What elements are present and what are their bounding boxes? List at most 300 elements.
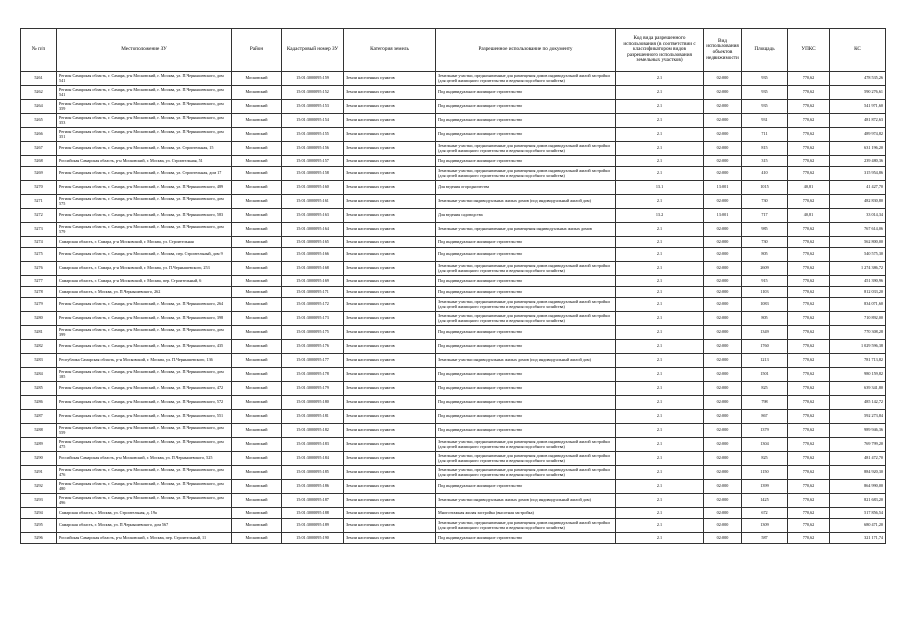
table-cell: Регион Самарская область, г. Самара, р-н Московский, г. Москва, ул. П.Чернышевского, дом 575	[57, 195, 232, 209]
table-cell: Московский	[232, 262, 282, 276]
table-cell: 315 954,86	[830, 167, 886, 181]
table-row	[21, 181, 886, 195]
table-cell: 2.1	[616, 287, 704, 298]
table-cell: 2.1	[616, 466, 704, 480]
table-cell: 770,62	[788, 195, 830, 209]
table-cell: Земли населенных пунктов	[344, 452, 436, 466]
table-cell: 798	[742, 396, 788, 410]
table-header-row	[21, 29, 886, 72]
table-cell: Регион Самарская область, г. Самара, р-н Московский, г. Москва, ул. П.Чернышевского, дом 480	[57, 480, 232, 494]
table-cell: 5286	[21, 396, 57, 410]
table-cell: Регион Самарская область, г. Самара, р-н Московский, г. Москва, ул. П.Чернышевского, дом 359	[57, 100, 232, 114]
table-cell: Земли населенных пунктов	[344, 287, 436, 298]
table-cell: 1425	[742, 494, 788, 508]
table-cell: 5276	[21, 262, 57, 276]
table-cell: Московский	[232, 312, 282, 326]
table-cell: 867	[742, 410, 788, 424]
table-cell: 711	[742, 128, 788, 142]
table-cell: Земли населенных пунктов	[344, 181, 436, 195]
table-row	[21, 410, 886, 424]
table-cell: 5296	[21, 533, 57, 544]
table-cell: 5287	[21, 410, 57, 424]
table-cell: 989 946,36	[830, 424, 886, 438]
table-cell: Под индивидуальное жилищное строительство	[436, 100, 616, 114]
table-cell: 2.1	[616, 519, 704, 533]
table-cell: Московский	[232, 142, 282, 156]
table-cell: 2.1	[616, 100, 704, 114]
table-cell: 1 029 596,38	[830, 340, 886, 354]
table-cell: 15:01:3000095:180	[282, 396, 344, 410]
table-cell: Самарская область, г. Москва, ул. П.Чернышевского, дом 567	[57, 519, 232, 533]
table-cell: 5289	[21, 438, 57, 452]
table-cell: 770,62	[788, 287, 830, 298]
table-cell: Российская Самарская область, р-н Московский, г. Москва, ул. Строительная, 51	[57, 156, 232, 167]
table-cell: Земли населенных пунктов	[344, 86, 436, 100]
table-cell: 02:000	[704, 452, 742, 466]
table-cell: Земли населенных пунктов	[344, 100, 436, 114]
table-cell: Земельные участки, предназначенные для размещения домов индивидуальной жилой застройки (для целей жилищного строительства и ведения подсобного хозяйства)	[436, 466, 616, 480]
table-row	[21, 396, 886, 410]
table-cell: 5278	[21, 287, 57, 298]
table-cell: 2.1	[616, 480, 704, 494]
table-cell: Земельные участки, предназначенные для размещения домов индивидуальной жилой застройки (для целей жилищного строительства и ведения подсобного хозяйства)	[436, 452, 616, 466]
table-cell: 15:01:3000095:161	[282, 195, 344, 209]
table-cell: Московский	[232, 368, 282, 382]
table-row	[21, 276, 886, 287]
table-cell: Московский	[232, 114, 282, 128]
table-cell: Регион Самарская область, г. Самара, р-н Московский, г. Москва, ул. П.Чернышевского, 435	[57, 340, 232, 354]
table-cell: Под индивидуальное жилищное строительство	[436, 368, 616, 382]
table-cell: Земли населенных пунктов	[344, 340, 436, 354]
table-row	[21, 195, 886, 209]
table-cell: Московский	[232, 100, 282, 114]
table-row	[21, 128, 886, 142]
table-cell: 770,62	[788, 167, 830, 181]
table-cell: 2.1	[616, 86, 704, 100]
table-cell: 02:000	[704, 195, 742, 209]
header-cell: Район	[232, 29, 282, 72]
table-cell: Московский	[232, 156, 282, 167]
table-row	[21, 480, 886, 494]
table-cell: Земли населенных пунктов	[344, 466, 436, 480]
table-cell: 15:01:3000095:173	[282, 312, 344, 326]
table-cell: Самарская область, г. Самара, р-н Московский, г. Москва, ул. П.Чернышевского, 253	[57, 262, 232, 276]
table-cell: Земли населенных пунктов	[344, 142, 436, 156]
table-cell: 770,62	[788, 262, 830, 276]
table-cell: 02:000	[704, 142, 742, 156]
table-cell: 02:000	[704, 287, 742, 298]
table-cell: 02:000	[704, 156, 742, 167]
table-cell: Российская Самарская область, р-н Московский, г. Москва, пер. Строительный, 11	[57, 533, 232, 544]
table-cell: 02:000	[704, 410, 742, 424]
table-cell: 5280	[21, 312, 57, 326]
table-cell: 02:000	[704, 276, 742, 287]
table-cell: Регион Самарская область, г. Самара, р-н Московский, г. Москва, ул. П.Чернышевского, дом 541	[57, 86, 232, 100]
table-cell: Московский	[232, 494, 282, 508]
table-row	[21, 354, 886, 368]
table-cell: 478 535,26	[830, 72, 886, 86]
table-cell: Земли населенных пунктов	[344, 248, 436, 262]
table-cell: Земли населенных пунктов	[344, 354, 436, 368]
table-cell: 239 480,36	[830, 156, 886, 167]
table-cell: 935	[742, 100, 788, 114]
table-cell: 540 575,30	[830, 248, 886, 262]
table-cell: 15:01:3000095:172	[282, 298, 344, 312]
table-cell: 770,62	[788, 480, 830, 494]
table-cell: Регион Самарская область, г. Самара, р-н Московский, г. Москва, ул. П.Чернышевского, 472	[57, 382, 232, 396]
table-cell: 5284	[21, 368, 57, 382]
table-cell: Регион Самарская область, г. Самара, р-н Московский, г. Москва, ул. Строительная, дом 17	[57, 167, 232, 181]
table-cell: 40,81	[788, 209, 830, 223]
table-cell: Земли населенных пунктов	[344, 128, 436, 142]
table-cell: 02:000	[704, 248, 742, 262]
table-cell: 02:000	[704, 368, 742, 382]
table-cell: Земли населенных пунктов	[344, 480, 436, 494]
table-cell: 884 920,30	[830, 466, 886, 480]
table-cell: Под индивидуальное жилищное строительство	[436, 533, 616, 544]
table-cell: 770,62	[788, 156, 830, 167]
header-cell: КС	[830, 29, 886, 72]
table-cell: 15:01:3000095:164	[282, 223, 344, 237]
table-cell: 717	[742, 209, 788, 223]
table-cell: Регион Самарская область, г. Самара, р-н Московский, г. Москва, ул. П.Чернышевского, 398	[57, 312, 232, 326]
table-cell: 680 471,20	[830, 519, 886, 533]
table-cell: 781 713,82	[830, 354, 886, 368]
table-cell: 590 276,61	[830, 86, 886, 100]
table-cell: 5281	[21, 326, 57, 340]
table-cell: 2.1	[616, 223, 704, 237]
table-cell: Московский	[232, 326, 282, 340]
table-row	[21, 424, 886, 438]
table-cell: Под индивидуальное жилищное строительство	[436, 424, 616, 438]
table-cell: 639 341,80	[830, 382, 886, 396]
table-cell: Московский	[232, 508, 282, 519]
table-cell: Земли населенных пунктов	[344, 209, 436, 223]
table-cell: 02:000	[704, 114, 742, 128]
table-cell: Земли населенных пунктов	[344, 262, 436, 276]
table-cell: Земельные участки, предназначенные для размещения домов индивидуальной жилой застройки (для целей жилищного строительства и ведения подсобного хозяйства)	[436, 167, 616, 181]
table-cell: Для ведения огородничества	[436, 181, 616, 195]
table-cell: Земельные участки индивидуальных жилых домов (под индивидуальный жилой дом)	[436, 195, 616, 209]
table-cell: Регион Самарская область, г. Самара, р-н Московский, г. Москва, ул. П.Чернышевского, дом 351	[57, 128, 232, 142]
table-cell: 770,62	[788, 340, 830, 354]
table-cell: 02:000	[704, 533, 742, 544]
table-cell: Регион Самарская область, г. Самара, р-н Московский, г. Москва, ул. П.Чернышевского, дом 475	[57, 438, 232, 452]
table-row	[21, 248, 886, 262]
table-cell: 825	[742, 452, 788, 466]
table-cell: 770,62	[788, 237, 830, 248]
table-cell: 2.1	[616, 142, 704, 156]
table-cell: 770,62	[788, 368, 830, 382]
table-cell: Регион Самарская область, г. Самара, р-н Московский, г. Москва, ул. П.Чернышевского, дом 541	[57, 72, 232, 86]
table-cell: 931	[742, 114, 788, 128]
table-cell: 1399	[742, 480, 788, 494]
table-cell: 15:01:3000095:158	[282, 167, 344, 181]
table-cell: 15:01:3000095:163	[282, 209, 344, 223]
table-cell: 481 472,70	[830, 452, 886, 466]
table-cell: 5279	[21, 298, 57, 312]
header-cell: Местоположение ЗУ	[57, 29, 232, 72]
table-cell: 02:000	[704, 340, 742, 354]
table-cell: Московский	[232, 298, 282, 312]
table-cell: 489 974,82	[830, 128, 886, 142]
table-cell: 770,62	[788, 100, 830, 114]
table-cell: 821 683,20	[830, 494, 886, 508]
table-cell: Земельные участки, предназначенные для размещения домов индивидуальной жилой застройки (для целей жилищного строительства и ведения подсобного хозяйства)	[436, 142, 616, 156]
table-cell: 2.1	[616, 382, 704, 396]
table-cell: 2.1	[616, 508, 704, 519]
table-cell: 02:000	[704, 508, 742, 519]
table-cell: 15:01:3000095:183	[282, 438, 344, 452]
table-cell: 5283	[21, 354, 57, 368]
table-cell: 770,62	[788, 114, 830, 128]
table-cell: 485 142,72	[830, 396, 886, 410]
table-cell: Самарская область, г. Самара, р-н Московский, г. Москва, ул. Строительная	[57, 237, 232, 248]
table-cell: 02:000	[704, 237, 742, 248]
table-cell: 5288	[21, 424, 57, 438]
table-cell: 5294	[21, 508, 57, 519]
table-cell: 770,62	[788, 424, 830, 438]
table-cell: 805	[742, 312, 788, 326]
table-cell: 02:000	[704, 519, 742, 533]
table-cell: Регион Самарская область, г. Самара, р-н Московский, г. Москва, ул. П.Чернышевского, дом 579	[57, 223, 232, 237]
table-cell: 2.1	[616, 312, 704, 326]
table-cell: 15:01:3000095:181	[282, 410, 344, 424]
table-cell: 770,62	[788, 438, 830, 452]
table-cell: Московский	[232, 128, 282, 142]
table-cell: 02:000	[704, 480, 742, 494]
table-row	[21, 114, 886, 128]
table-cell: 915	[742, 276, 788, 287]
table-cell: 935	[742, 72, 788, 86]
table-cell: 770,62	[788, 396, 830, 410]
table-row	[21, 237, 886, 248]
table-cell: 02:000	[704, 424, 742, 438]
table-cell: Земельные участки, предназначенные для размещения домов индивидуальной жилой застройки (для целей жилищного строительства и ведения подсобного хозяйства)	[436, 438, 616, 452]
table-cell: 481 872,63	[830, 114, 886, 128]
table-cell: Под индивидуальное жилищное строительство	[436, 114, 616, 128]
table-cell: 2.1	[616, 262, 704, 276]
table-cell: 15:01:3000095:152	[282, 86, 344, 100]
document-page	[20, 28, 885, 544]
table-cell: 562 800,00	[830, 237, 886, 248]
table-cell: Земли населенных пунктов	[344, 237, 436, 248]
table-cell: 770,62	[788, 533, 830, 544]
table-cell: 2.1	[616, 114, 704, 128]
table-cell: Самарская область, г. Москва, ул. П.Чернышевского, 262	[57, 287, 232, 298]
table-cell: 730	[742, 237, 788, 248]
table-cell: 15:01:3000095:182	[282, 424, 344, 438]
table-cell: 15:01:3000095:160	[282, 181, 344, 195]
table-cell: Земли населенных пунктов	[344, 156, 436, 167]
table-cell: Под индивидуальное жилищное строительство	[436, 128, 616, 142]
table-cell: Земельные участки, предназначенные для размещения домов индивидуальной жилой застройки (для целей жилищного строительства и ведения подсобного хозяйства)	[436, 72, 616, 86]
table-cell: Земли населенных пунктов	[344, 72, 436, 86]
table-cell: Московский	[232, 181, 282, 195]
table-cell: 770,62	[788, 326, 830, 340]
table-cell: Земли населенных пунктов	[344, 519, 436, 533]
table-cell: 02:000	[704, 326, 742, 340]
table-cell: Земли населенных пунктов	[344, 368, 436, 382]
table-cell: Под индивидуальное жилищное строительство	[436, 86, 616, 100]
table-cell: Республика Самарская область, р-н Московский, г. Москва, ул. П.Чернышевского, 136	[57, 354, 232, 368]
table-cell: 15:01:3000095:157	[282, 156, 344, 167]
table-cell: 1213	[742, 354, 788, 368]
table-cell: 02:000	[704, 396, 742, 410]
table-cell: Московский	[232, 195, 282, 209]
table-cell: 02:000	[704, 223, 742, 237]
table-cell: 815	[742, 142, 788, 156]
table-cell: 15:01:3000095:184	[282, 452, 344, 466]
table-cell: 2.1	[616, 494, 704, 508]
table-cell: Московский	[232, 237, 282, 248]
table-cell: 5282	[21, 340, 57, 354]
table-cell: Московский	[232, 167, 282, 181]
table-cell: 864 990,00	[830, 480, 886, 494]
table-cell: 5285	[21, 382, 57, 396]
table-cell: 41 427,70	[830, 181, 886, 195]
table-cell: 13:001	[704, 181, 742, 195]
table-cell: 02:000	[704, 466, 742, 480]
table-row	[21, 287, 886, 298]
table-cell: Земли населенных пунктов	[344, 326, 436, 340]
header-cell: УПКС	[788, 29, 830, 72]
table-cell: 730	[742, 195, 788, 209]
table-cell: Московский	[232, 354, 282, 368]
table-row	[21, 142, 886, 156]
table-cell: 02:000	[704, 72, 742, 86]
table-cell: Под индивидуальное жилищное строительство	[436, 287, 616, 298]
table-cell: Московский	[232, 340, 282, 354]
table-row	[21, 72, 886, 86]
table-cell: Регион Самарская область, г. Самара, р-н Московский, г. Москва, ул. П.Чернышевского, дом 353	[57, 114, 232, 128]
table-cell: 02:000	[704, 354, 742, 368]
table-row	[21, 156, 886, 167]
table-cell: Регион Самарская область, г. Самара, р-н Московский, г. Москва, ул. П.Чернышевского, 264	[57, 298, 232, 312]
table-cell: 2.1	[616, 276, 704, 287]
table-cell: 935	[742, 86, 788, 100]
table-cell: Под индивидуальное жилищное строительство	[436, 410, 616, 424]
table-cell: 5271	[21, 195, 57, 209]
table-cell: Регион Самарская область, г. Самара, р-н Московский, г. Москва, ул. П.Чернышевского, 572	[57, 396, 232, 410]
table-cell: 15:01:3000095:186	[282, 480, 344, 494]
table-cell: 770,62	[788, 354, 830, 368]
table-cell: Земельные участки индивидуальных жилых домов (под индивидуальный жилой дом)	[436, 494, 616, 508]
table-cell: Земли населенных пунктов	[344, 494, 436, 508]
table-row	[21, 508, 886, 519]
table-cell: 2609	[742, 262, 788, 276]
table-cell: 5292	[21, 480, 57, 494]
table-cell: 15:01:3000095:176	[282, 340, 344, 354]
table-cell: 770,62	[788, 248, 830, 262]
table-cell: 5264	[21, 100, 57, 114]
table-cell: 5275	[21, 248, 57, 262]
table-cell: Под индивидуальное жилищное строительство	[436, 340, 616, 354]
table-row	[21, 438, 886, 452]
table-cell: Земельные участки индивидуальных жилых домов (под индивидуальный жилой дом)	[436, 354, 616, 368]
table-cell: 770,62	[788, 452, 830, 466]
table-cell: 15:01:3000095:185	[282, 466, 344, 480]
table-cell: 15:01:3000095:189	[282, 519, 344, 533]
table-cell: 40,81	[788, 181, 830, 195]
table-cell: 1103	[742, 287, 788, 298]
table-body	[21, 72, 886, 544]
table-cell: Регион Самарская область, г. Самара, р-н Московский, г. Москва, ул. П.Чернышевского, дом 185	[57, 368, 232, 382]
table-cell: 02:000	[704, 128, 742, 142]
table-cell: 13:001	[704, 209, 742, 223]
table-cell: Московский	[232, 276, 282, 287]
table-cell: Московский	[232, 519, 282, 533]
table-cell: Московский	[232, 424, 282, 438]
table-cell: Московский	[232, 533, 282, 544]
table-row	[21, 326, 886, 340]
header-cell: Разрешенное использование по документу	[436, 29, 616, 72]
table-cell: Земли населенных пунктов	[344, 276, 436, 287]
table-cell: Регион Самарская область, г. Самара, р-н Московский, г. Москва, ул. П.Чернышевского, дом 476	[57, 466, 232, 480]
table-cell: 770,62	[788, 298, 830, 312]
table-cell: 2.1	[616, 354, 704, 368]
table-row	[21, 533, 886, 544]
table-cell: Регион Самарская область, г. Самара, р-н Московский, г. Москва, ул. П.Чернышевского, дом 399	[57, 326, 232, 340]
table-cell: Московский	[232, 396, 282, 410]
table-cell: 13.1	[616, 181, 704, 195]
header-cell: Площадь	[742, 29, 788, 72]
table-cell: 5290	[21, 452, 57, 466]
table-cell: 5265	[21, 114, 57, 128]
table-cell: 770,62	[788, 410, 830, 424]
table-cell: 33 014,34	[830, 209, 886, 223]
table-cell: 2.1	[616, 340, 704, 354]
table-cell: 5291	[21, 466, 57, 480]
table-cell: Регион Самарская область, г. Самара, р-н Московский, г. Москва, пер. Строительный, дом 9	[57, 248, 232, 262]
table-cell: 770,62	[788, 72, 830, 86]
table-cell: 770,62	[788, 466, 830, 480]
table-cell: Земли населенных пунктов	[344, 312, 436, 326]
table-cell: 02:000	[704, 438, 742, 452]
table-cell: Регион Самарская область, г. Самара, р-н Московский, г. Москва, ул. П.Чернышевского, дом 559	[57, 424, 232, 438]
table-cell: 1501	[742, 368, 788, 382]
table-cell: 15:01:3000095:169	[282, 276, 344, 287]
table-cell: 631 196,20	[830, 142, 886, 156]
header-cell: Кадастровый номер ЗУ	[282, 29, 344, 72]
table-cell: 770,62	[788, 494, 830, 508]
table-cell: 980 159,82	[830, 368, 886, 382]
table-cell: 315	[742, 156, 788, 167]
header-cell: Вид использования объектов недвижимости	[704, 29, 742, 72]
table-cell: Самарская область, г. Самара, р-н Московский, г. Москва, пер. Строительный, 6	[57, 276, 232, 287]
table-cell: 13.2	[616, 209, 704, 223]
table-row	[21, 466, 886, 480]
table-cell: 2.1	[616, 72, 704, 86]
table-cell: Регион Самарская область, г. Самара, р-н Московский, г. Москва, ул. П.Чернышевского, 551	[57, 410, 232, 424]
table-cell: 5277	[21, 276, 57, 287]
table-cell: 2.1	[616, 396, 704, 410]
table-cell: 1015	[742, 181, 788, 195]
table-cell: 02:000	[704, 167, 742, 181]
table-cell: 5269	[21, 167, 57, 181]
table-cell: 2.1	[616, 410, 704, 424]
table-cell: 1379	[742, 424, 788, 438]
table-cell: 1150	[742, 466, 788, 480]
table-cell: 5295	[21, 519, 57, 533]
table-cell: Земли населенных пунктов	[344, 424, 436, 438]
table-cell: Под индивидуальное жилищное строительство	[436, 382, 616, 396]
table-cell: Земли населенных пунктов	[344, 223, 436, 237]
table-cell: 2.1	[616, 195, 704, 209]
table-cell: 5261	[21, 72, 57, 86]
table-cell: Земли населенных пунктов	[344, 298, 436, 312]
table-cell: Московский	[232, 466, 282, 480]
